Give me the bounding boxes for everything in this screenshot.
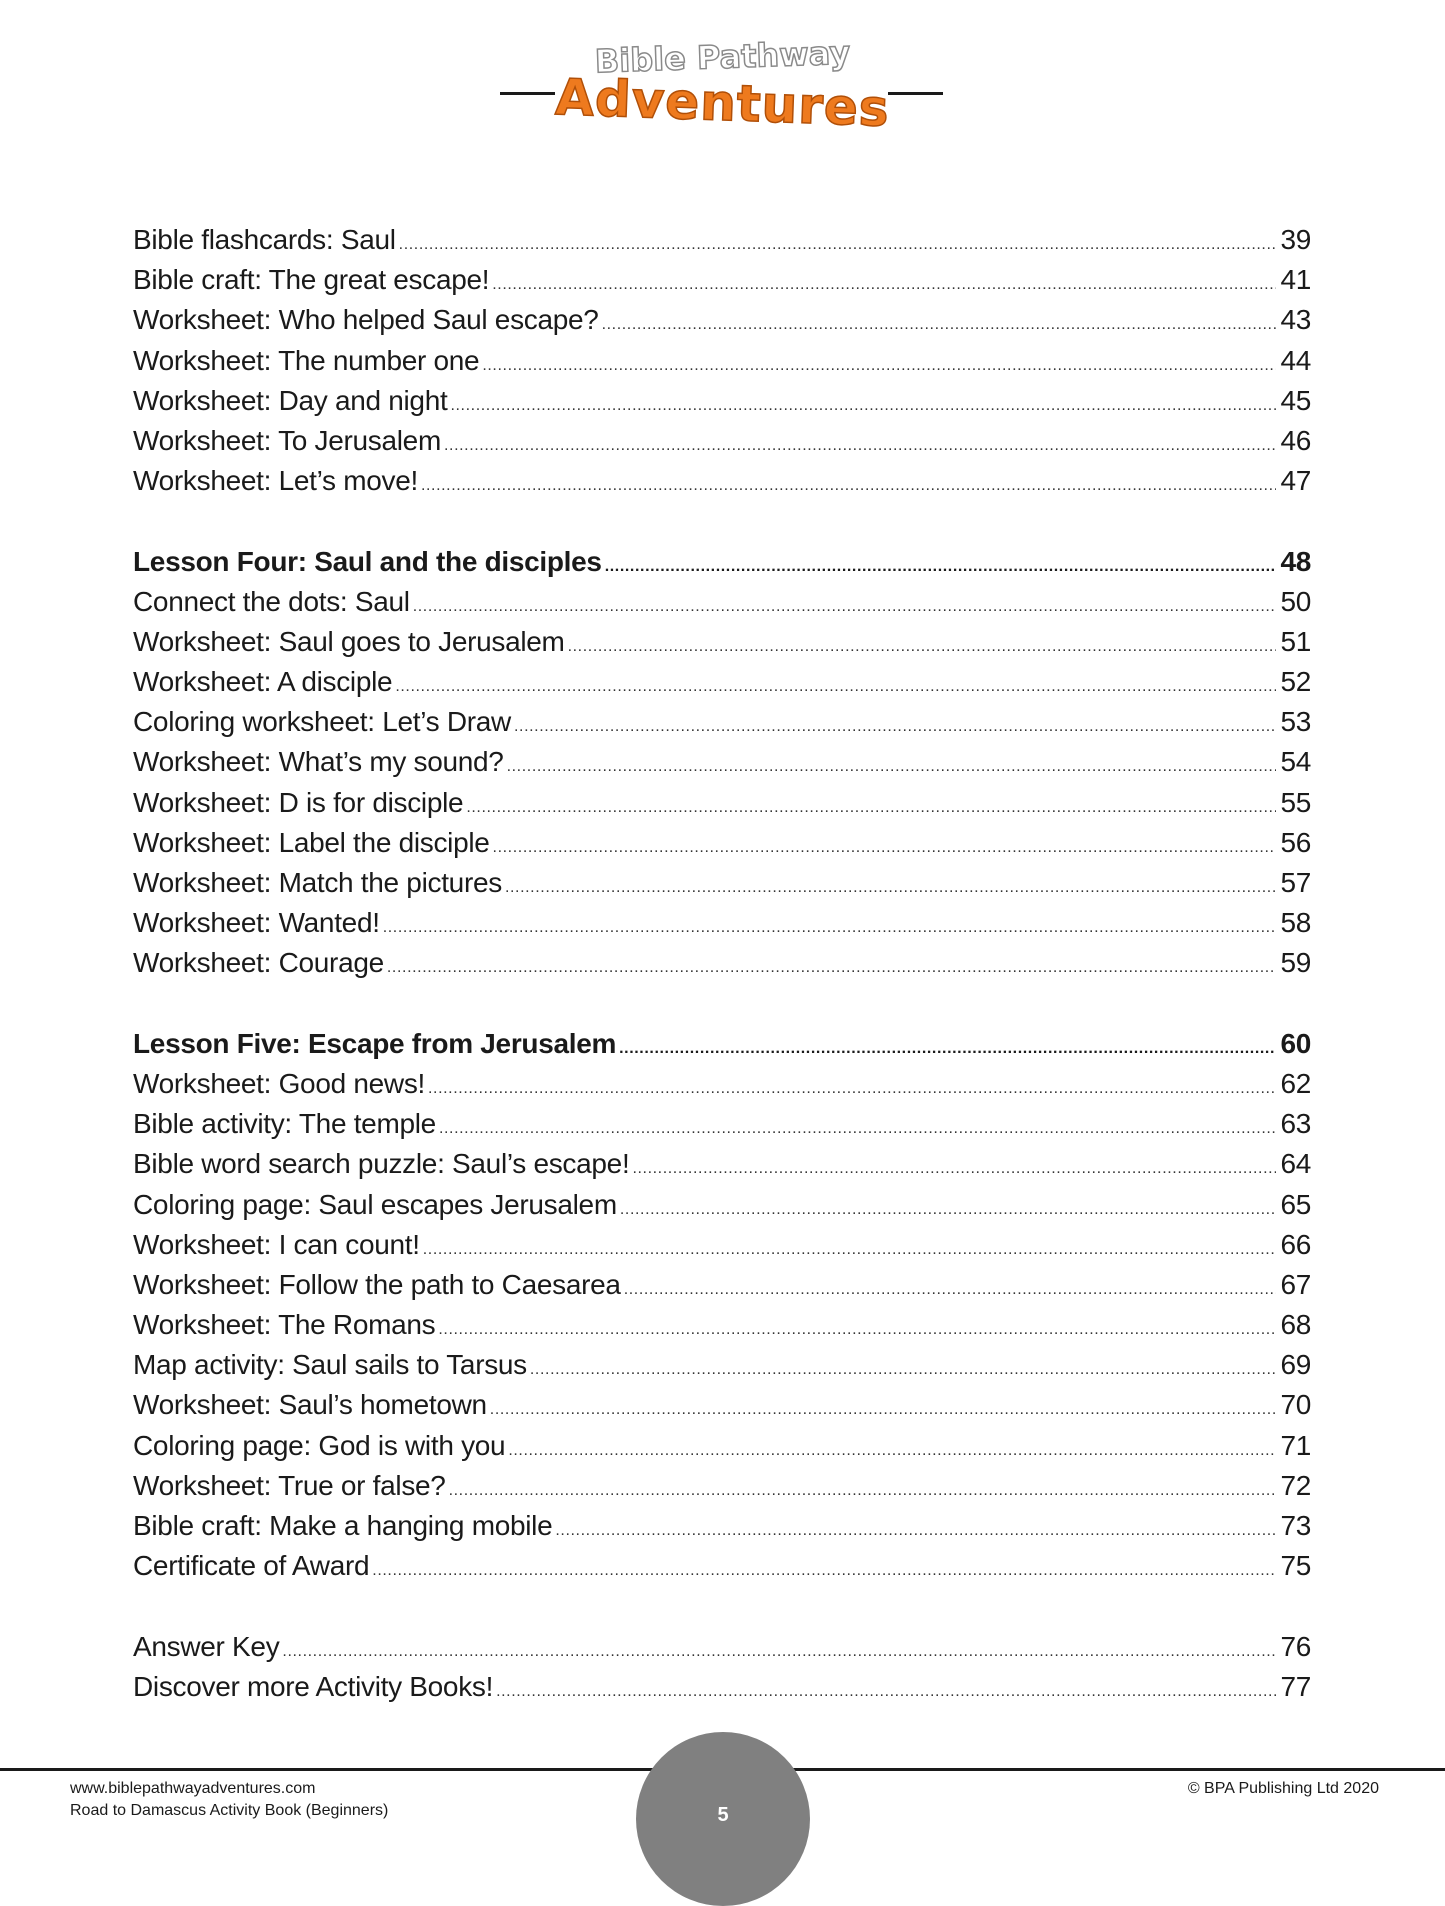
toc-entry-title: Worksheet: The Romans xyxy=(133,1309,436,1341)
toc-entry xyxy=(133,823,1311,863)
dot-leader xyxy=(423,1230,1277,1270)
footer-left xyxy=(70,1778,388,1822)
toc-lesson-heading xyxy=(133,542,1311,582)
toc-entry xyxy=(133,300,1311,340)
dot-leader xyxy=(387,948,1277,988)
brand-logo xyxy=(0,30,1445,140)
toc-entry-title: Coloring page: God is with you xyxy=(133,1429,506,1461)
dot-leader xyxy=(439,1109,1277,1149)
dot-leader xyxy=(428,1069,1276,1109)
toc-entry-title: Worksheet: Courage xyxy=(133,947,384,979)
toc-entry-page: 58 xyxy=(1280,907,1311,939)
toc-entry xyxy=(133,742,1311,782)
toc-entry xyxy=(133,220,1311,260)
dot-leader xyxy=(395,667,1276,707)
toc-lesson-five xyxy=(133,1024,1311,1587)
toc-entry-page: 52 xyxy=(1280,666,1311,698)
toc-entry-page: 76 xyxy=(1280,1630,1311,1662)
toc-entry xyxy=(133,1546,1311,1586)
dot-leader xyxy=(490,1390,1277,1430)
toc-entry xyxy=(133,1627,1311,1667)
toc-entry xyxy=(133,1144,1311,1184)
toc-entry-title: Lesson Five: Escape from Jerusalem xyxy=(133,1027,617,1059)
toc-entry-title: Coloring page: Saul escapes Jerusalem xyxy=(133,1188,617,1220)
toc-entry-page: 70 xyxy=(1280,1389,1311,1421)
toc-entry-page: 39 xyxy=(1280,224,1311,255)
toc-entry-title: Bible activity: The temple xyxy=(133,1108,436,1140)
toc-entry xyxy=(133,1506,1311,1546)
toc-entry-page: 44 xyxy=(1280,344,1311,376)
toc-entry xyxy=(133,943,1311,983)
toc-entry-title: Worksheet: Wanted! xyxy=(133,907,380,939)
toc-gap xyxy=(133,1586,1311,1626)
dot-leader xyxy=(530,1350,1277,1390)
toc-entry xyxy=(133,1185,1311,1225)
toc-entry-title: Coloring worksheet: Let’s Draw xyxy=(133,706,511,738)
toc-entry xyxy=(133,1305,1311,1345)
toc-entry-page: 67 xyxy=(1280,1268,1311,1300)
toc-entry-title: Worksheet: To Jerusalem xyxy=(133,424,441,456)
toc-entry xyxy=(133,1667,1311,1707)
toc-entry-page: 43 xyxy=(1280,304,1311,336)
toc-entry-title: Bible flashcards: Saul xyxy=(133,224,396,255)
toc-entry-page: 53 xyxy=(1280,706,1311,738)
toc-gap xyxy=(133,501,1311,541)
toc-entry-page: 46 xyxy=(1280,424,1311,456)
dot-leader xyxy=(507,747,1277,787)
dot-leader xyxy=(505,868,1277,908)
toc-entry-title: Connect the dots: Saul xyxy=(133,585,410,617)
toc-entry xyxy=(133,582,1311,622)
toc-entry-page: 54 xyxy=(1280,746,1311,778)
toc-extras xyxy=(133,1627,1311,1707)
dot-leader xyxy=(514,707,1276,747)
dot-leader xyxy=(444,426,1276,466)
toc-entry-page: 73 xyxy=(1280,1510,1311,1541)
dot-leader xyxy=(602,305,1277,345)
toc-entry xyxy=(133,702,1311,742)
toc-entry xyxy=(133,260,1311,300)
dot-leader xyxy=(492,265,1276,305)
toc-entry xyxy=(133,783,1311,823)
toc-entry-page: 47 xyxy=(1280,465,1311,497)
toc-entry xyxy=(133,1426,1311,1466)
dot-leader xyxy=(372,1551,1276,1591)
dot-leader xyxy=(620,1190,1277,1230)
toc-entry xyxy=(133,341,1311,381)
toc-entry-title: Worksheet: Match the pictures xyxy=(133,867,502,898)
toc-lesson-heading xyxy=(133,1024,1311,1064)
toc-entry xyxy=(133,1345,1311,1385)
dot-leader xyxy=(605,547,1277,587)
toc-entry-page: 41 xyxy=(1280,264,1311,296)
toc-entry-title: Worksheet: I can count! xyxy=(133,1228,420,1260)
logo-line1: Bible Pathway xyxy=(594,33,851,81)
dot-leader xyxy=(449,1471,1277,1511)
dot-leader xyxy=(450,386,1276,426)
footer-website[interactable]: www.biblepathwayadventures.com xyxy=(70,1780,316,1797)
toc-entry-page: 51 xyxy=(1280,625,1311,657)
toc-entry xyxy=(133,1466,1311,1506)
toc-entry-title: Worksheet: Label the disciple xyxy=(133,826,490,858)
page-number: 5 xyxy=(717,1804,729,1826)
toc-entry xyxy=(133,1225,1311,1265)
toc-entry xyxy=(133,1265,1311,1305)
dot-leader xyxy=(568,627,1277,667)
toc-entry-page: 68 xyxy=(1280,1309,1311,1341)
toc-entry-page: 69 xyxy=(1280,1349,1311,1381)
toc-entry-title: Worksheet: Let’s move! xyxy=(133,465,418,497)
toc-entry-title: Worksheet: Good news! xyxy=(133,1067,425,1099)
dot-leader xyxy=(421,466,1277,506)
toc-entry-page: 77 xyxy=(1280,1670,1311,1702)
toc-gap xyxy=(133,984,1311,1024)
toc-entry-page: 71 xyxy=(1280,1429,1311,1461)
toc-entry xyxy=(133,1104,1311,1144)
toc-entry-page: 59 xyxy=(1280,947,1311,979)
toc-entry xyxy=(133,903,1311,943)
toc-entry-page: 56 xyxy=(1280,826,1311,858)
toc-entry-title: Worksheet: Saul goes to Jerusalem xyxy=(133,625,565,657)
dot-leader xyxy=(624,1270,1277,1310)
toc-entry-page: 65 xyxy=(1280,1188,1311,1220)
toc-entry xyxy=(133,1385,1311,1425)
toc-entry-page: 72 xyxy=(1280,1469,1311,1501)
toc-entry-page: 45 xyxy=(1280,384,1311,416)
dot-leader xyxy=(282,1632,1276,1672)
toc-group-continued xyxy=(133,220,1311,501)
toc-entry-title: Bible craft: The great escape! xyxy=(133,264,490,296)
footer-book-title: Road to Damascus Activity Book (Beginners) xyxy=(70,1802,389,1819)
toc-entry-title: Worksheet: A disciple xyxy=(133,666,393,698)
toc-entry xyxy=(133,662,1311,702)
toc-entry xyxy=(133,1064,1311,1104)
toc-entry-title: Discover more Activity Books! xyxy=(133,1670,494,1702)
toc-entry-title: Worksheet: Who helped Saul escape? xyxy=(133,304,599,336)
toc-entry-page: 66 xyxy=(1280,1228,1311,1260)
toc-entry-page: 63 xyxy=(1280,1108,1311,1140)
toc-entry xyxy=(133,863,1311,903)
toc-entry-page: 75 xyxy=(1280,1550,1311,1582)
toc-entry-page: 62 xyxy=(1280,1067,1311,1099)
dot-leader xyxy=(482,346,1276,386)
toc-entry-page: 57 xyxy=(1280,867,1311,898)
toc-entry-page: 55 xyxy=(1280,786,1311,818)
toc-lesson-four xyxy=(133,542,1311,984)
dot-leader xyxy=(632,1149,1276,1189)
toc-entry-page: 64 xyxy=(1280,1148,1311,1180)
dot-leader xyxy=(555,1511,1276,1551)
toc-entry-title: Worksheet: The number one xyxy=(133,344,480,376)
toc-entry xyxy=(133,461,1311,501)
dot-leader xyxy=(399,225,1277,265)
toc-entry-title: Worksheet: What’s my sound? xyxy=(133,746,504,778)
toc-entry-title: Worksheet: True or false? xyxy=(133,1469,446,1501)
dot-leader xyxy=(496,1672,1276,1712)
toc-entry-page: 48 xyxy=(1280,545,1311,577)
logo-line2: Adventures xyxy=(554,68,891,138)
toc-entry-page: 60 xyxy=(1280,1027,1311,1059)
dot-leader xyxy=(438,1310,1276,1350)
toc-entry xyxy=(133,421,1311,461)
toc-entry-title: Lesson Four: Saul and the disciples xyxy=(133,545,602,577)
dot-leader xyxy=(508,1431,1276,1471)
footer-copyright: © BPA Publishing Ltd 2020 xyxy=(1187,1780,1379,1797)
toc-entry-title: Map activity: Saul sails to Tarsus xyxy=(133,1349,527,1381)
toc-entry xyxy=(133,622,1311,662)
dot-leader xyxy=(383,908,1277,948)
toc-entry-title: Worksheet: Saul’s hometown xyxy=(133,1389,487,1421)
dot-leader xyxy=(493,828,1277,868)
toc-entry-title: Answer Key xyxy=(133,1630,280,1662)
dot-leader xyxy=(413,587,1277,627)
toc-entry-title: Worksheet: Day and night xyxy=(133,384,448,416)
toc-entry-title: Bible craft: Make a hanging mobile xyxy=(133,1510,553,1541)
dot-leader xyxy=(619,1029,1276,1069)
toc-entry-title: Bible word search puzzle: Saul’s escape! xyxy=(133,1148,630,1180)
toc-entry-page: 50 xyxy=(1280,585,1311,617)
toc-entry xyxy=(133,381,1311,421)
toc-entry-title: Worksheet: D is for disciple xyxy=(133,786,464,818)
table-of-contents xyxy=(133,220,1311,1707)
dot-leader xyxy=(466,788,1276,828)
toc-entry-title: Worksheet: Follow the path to Caesarea xyxy=(133,1268,621,1300)
toc-entry-title: Certificate of Award xyxy=(133,1550,370,1582)
